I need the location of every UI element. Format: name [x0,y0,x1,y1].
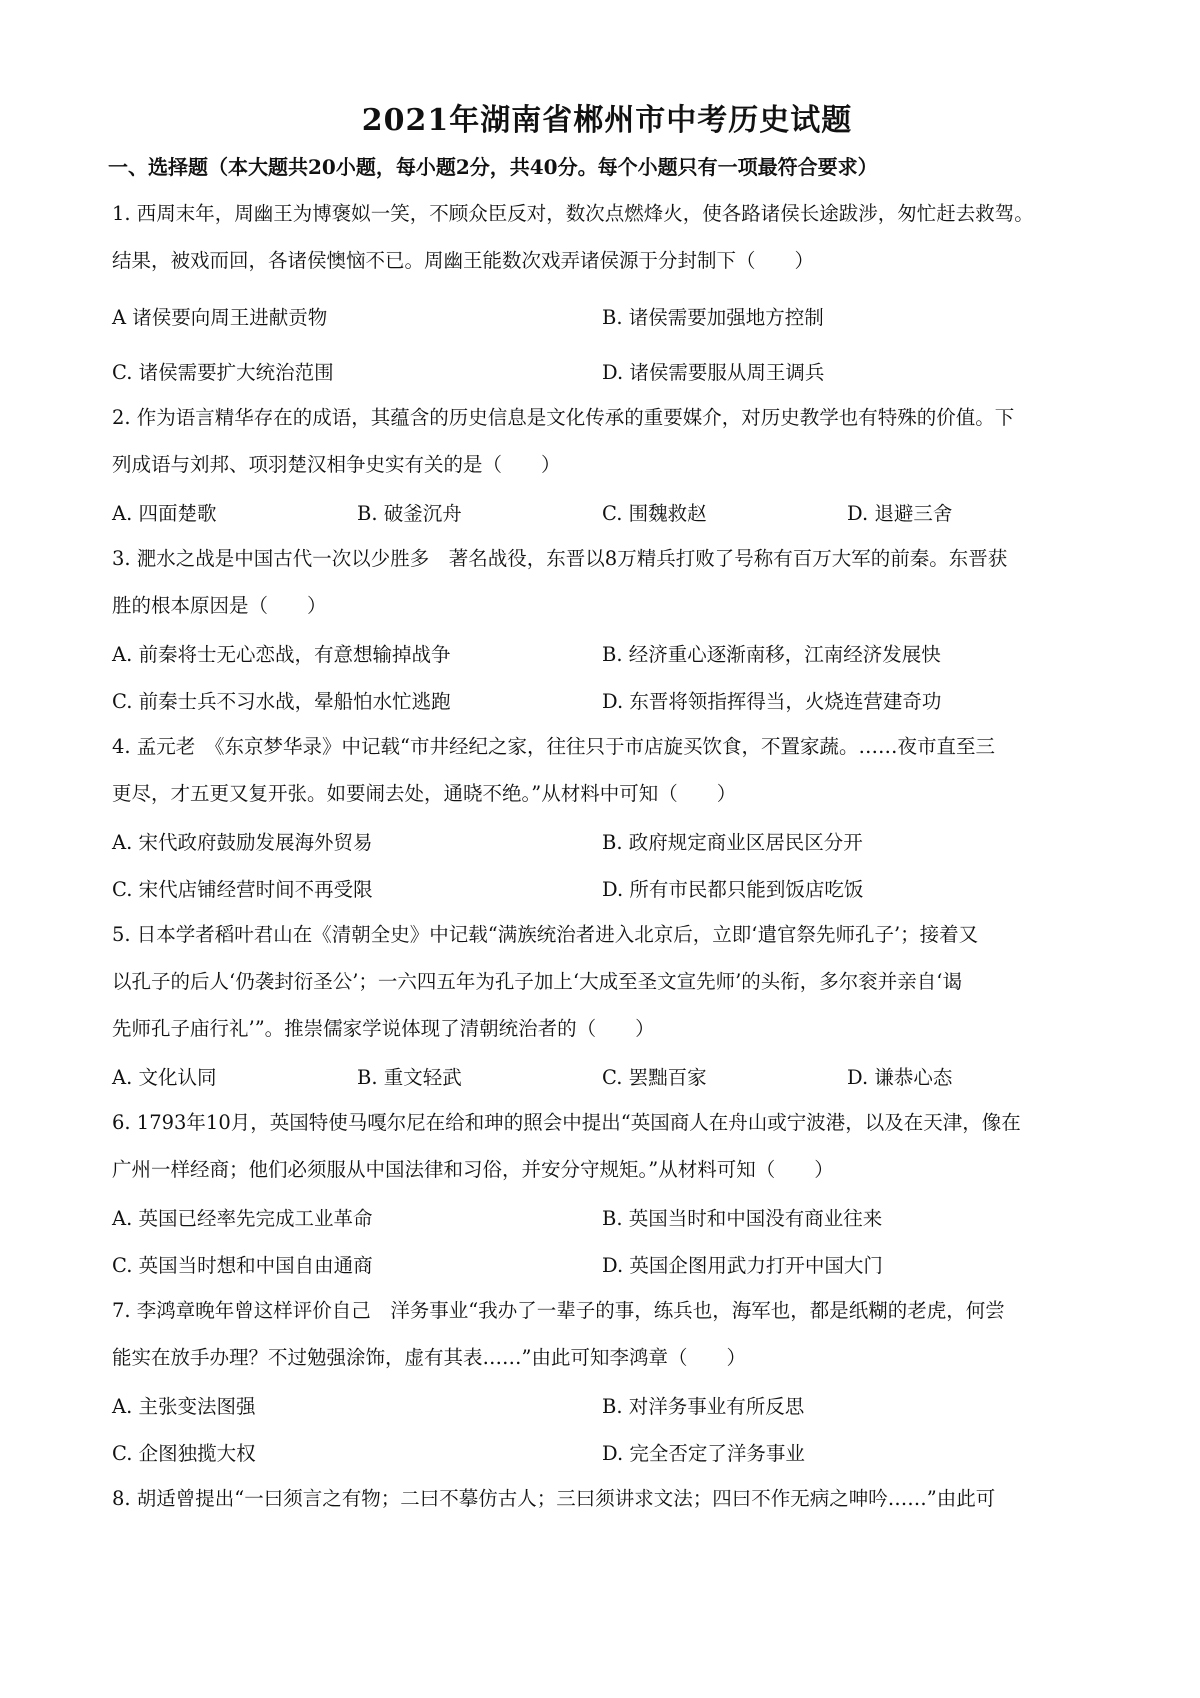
option-b[interactable]: B. 政府规定商业区居民区分开 [602,830,863,854]
options-row [112,1381,1102,1428]
option-d[interactable]: D. 所有市民都只能到饭店吃饭 [602,877,864,901]
option-a[interactable]: A. 主张变法图强 [112,1394,256,1418]
question-2 [112,394,1102,535]
option-b[interactable]: B. 英国当时和中国没有商业往来 [602,1206,883,1230]
question-text-line: 7. 李鸿章晚年曾这样评价自己 洋务事业“我办了一辈子的事，练兵也，海军也，都是纸糊的老虎，何尝 [112,1299,1005,1322]
options-row [112,1052,1102,1099]
option-c[interactable]: C. 前秦士兵不习水战，晕船怕水忙逃跑 [112,689,451,713]
question-7 [112,1287,1102,1475]
question-text-line: 1. 西周末年，周幽王为博褒姒一笑，不顾众臣反对，数次点燃烽火，使各路诸侯长途跋涉，匆忙赶去救驾。 [112,202,1034,225]
options-row [112,864,1102,911]
options-row [112,676,1102,723]
question-5 [112,911,1102,1099]
option-c[interactable]: C. 宋代店铺经营时间不再受限 [112,877,373,901]
option-a[interactable]: A. 四面楚歌 [112,501,217,525]
section-heading: 一、选择题（本大题共20小题，每小题2分，共40分。每个小题只有一项最符合要求） [108,155,878,179]
option-d[interactable]: D. 诸侯需要服从周王调兵 [602,360,825,384]
option-a[interactable]: A. 文化认同 [112,1065,217,1089]
option-c[interactable]: C. 诸侯需要扩大统治范围 [112,360,334,384]
question-3 [112,535,1102,723]
option-b[interactable]: B. 对洋务事业有所反思 [602,1394,805,1418]
option-b[interactable]: B. 诸侯需要加强地方控制 [602,305,824,329]
question-text-line: 以孔子的后人‘仍袭封衍圣公’；一六四五年为孔子加上‘大成至圣文宣先师’的头衔，多尔衮并亲自‘谒 [112,970,962,993]
option-b[interactable]: B. 破釜沉舟 [357,501,462,525]
option-a[interactable]: A. 前秦将士无心恋战，有意想输掉战争 [112,642,451,666]
option-d[interactable]: D. 完全否定了洋务事业 [602,1441,805,1465]
option-c[interactable]: C. 罢黜百家 [602,1065,707,1089]
question-text-line: 结果，被戏而回，各诸侯懊恼不已。周幽王能数次戏弄诸侯源于分封制下（ ） [112,249,815,272]
question-text-line: 8. 胡适曾提出“一曰须言之有物；二曰不摹仿古人；三曰须讲求文法；四曰不作无病之呻吟……”由此可 [112,1487,996,1510]
question-text-line: 广州一样经商；他们必须服从中国法律和习俗，并安分守规矩。”从材料可知（ ） [112,1158,834,1181]
question-4 [112,723,1102,911]
options-row [112,629,1102,676]
option-d[interactable]: D. 退避三舍 [847,501,953,525]
options-row [112,1240,1102,1287]
question-text-line: 胜的根本原因是（ ） [112,594,327,617]
question-text-line: 更尽，才五更又复开张。如要闹去处，通晓不绝。”从材料中可知（ ） [112,782,737,805]
question-1 [112,190,1102,394]
option-b[interactable]: B. 重文轻武 [357,1065,462,1089]
question-text-line: 4. 孟元老 《东京梦华录》中记载“市井经纪之家，往往只于市店旋买饮食，不置家蔬。……夜市直至三 [112,735,996,758]
option-d[interactable]: D. 英国企图用武力打开中国大门 [602,1253,883,1277]
question-text-line: 先师孔子庙行礼’”。推崇儒家学说体现了清朝统治者的（ ） [112,1017,655,1040]
options-row [112,488,1102,535]
option-a[interactable]: A. 英国已经率先完成工业革命 [112,1206,373,1230]
question-text-line: 6. 1793年10月，英国特使马嘎尔尼在给和珅的照会中提出“英国商人在舟山或宁波港，以及在天津，像在 [112,1111,1021,1134]
options-row [112,817,1102,864]
question-text-line: 列成语与刘邦、项羽楚汉相争史实有关的是（ ） [112,453,561,476]
question-text-line: 3. 淝水之战是中国古代一次以少胜多 著名战役，东晋以8万精兵打败了号称有百万大军的前秦。东晋获 [112,547,1008,570]
question-6 [112,1099,1102,1287]
option-c[interactable]: C. 围魏救赵 [602,501,707,525]
option-c[interactable]: C. 企图独揽大权 [112,1441,256,1465]
question-text-line: 能实在放手办理？不过勉强涂饰，虚有其表……”由此可知李鸿章（ ） [112,1346,746,1369]
exam-page [108,95,1102,1522]
option-a[interactable]: A. 宋代政府鼓励发展海外贸易 [112,830,373,854]
question-text-line: 2. 作为语言精华存在的成语，其蕴含的历史信息是文化传承的重要媒介，对历史教学也有特殊的价值。下 [112,406,1015,429]
option-d[interactable]: D. 东晋将领指挥得当，火烧连营建奇功 [602,689,942,713]
question-text-line: 5. 日本学者稻叶君山在《清朝全史》中记载“满族统治者进入北京后，立即‘遣官祭先师孔子’；接着又 [112,923,979,946]
options-row [112,1428,1102,1475]
option-b[interactable]: B. 经济重心逐渐南移，江南经济发展快 [602,642,941,666]
option-d[interactable]: D. 谦恭心态 [847,1065,953,1089]
option-c[interactable]: C. 英国当时想和中国自由通商 [112,1253,373,1277]
option-a[interactable]: A 诸侯要向周王进献贡物 [112,305,328,329]
page-title: 2021年湖南省郴州市中考历史试题 [361,103,853,138]
options-row [112,284,1102,347]
options-row [112,347,1102,394]
options-row [112,1193,1102,1240]
question-8 [112,1475,1102,1522]
